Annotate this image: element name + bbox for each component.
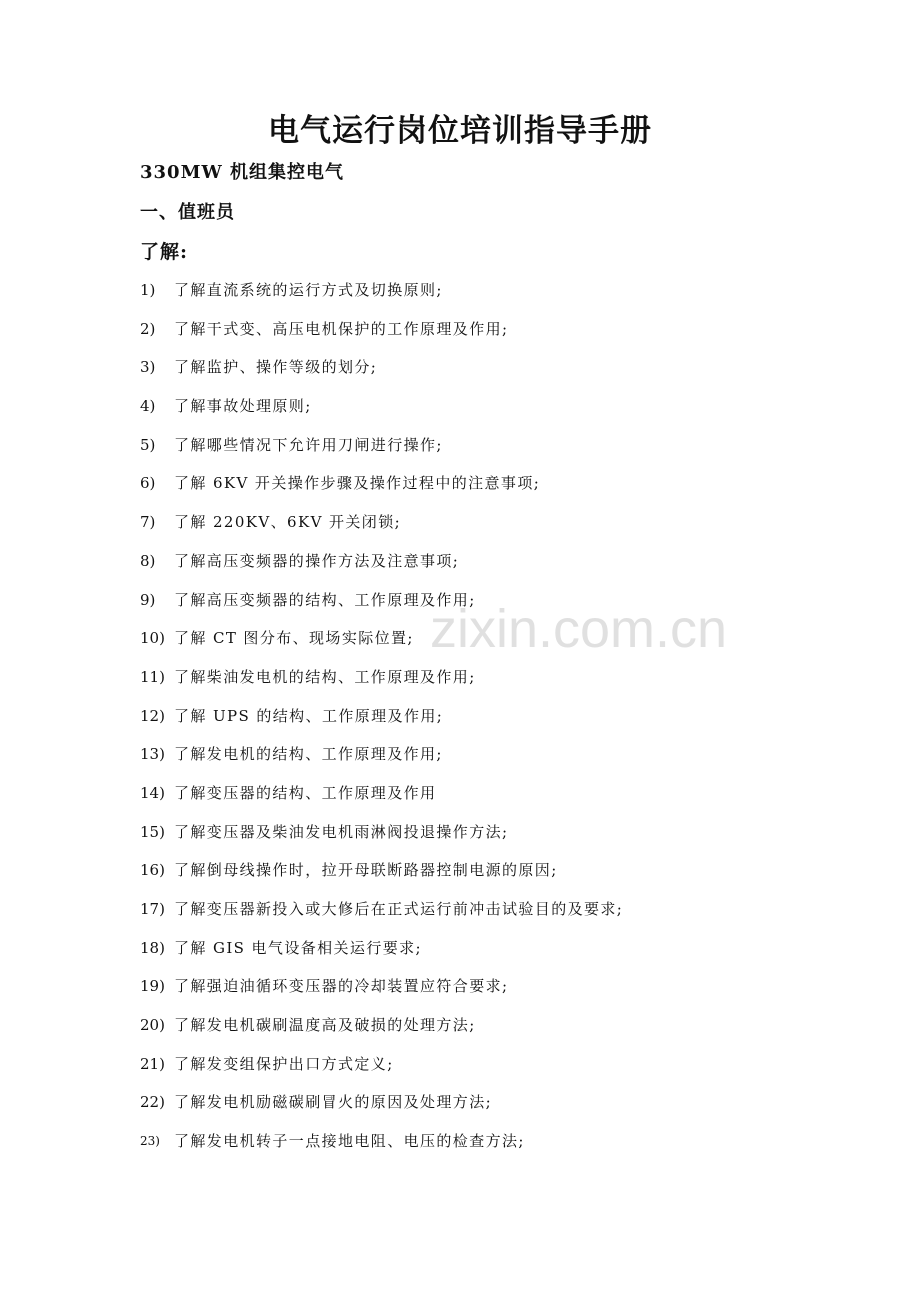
item-number: 6): [140, 474, 156, 493]
item-text: 了解 UPS 的结构、工作原理及作用;: [174, 706, 444, 725]
list-item: [140, 741, 760, 780]
list-item: [140, 780, 760, 819]
item-text: 了解高压变频器的操作方法及注意事项;: [174, 551, 460, 570]
list-item: [140, 1128, 760, 1167]
list-item: [140, 509, 760, 548]
item-text: 了解柴油发电机的结构、工作原理及作用;: [174, 667, 476, 686]
item-number: 1): [140, 281, 156, 299]
document-title: 电气运行岗位培训指导手册: [268, 113, 652, 149]
item-text: 了解变压器的结构、工作原理及作用: [174, 783, 437, 802]
list-item: [140, 703, 760, 742]
item-number: 21): [140, 1054, 165, 1073]
item-number: 18): [140, 938, 165, 957]
item-number: 15): [140, 822, 165, 841]
item-number: 4): [140, 397, 156, 416]
item-text: 了解变压器及柴油发电机雨淋阀投退操作方法;: [174, 822, 509, 841]
list-item: [140, 896, 760, 935]
item-number: 13): [140, 745, 165, 764]
item-number: 10): [140, 629, 165, 648]
list-item: [140, 432, 760, 471]
item-number: 14): [140, 783, 165, 802]
watermark: zixin.com.cn: [430, 599, 728, 659]
list-item: [140, 935, 760, 974]
item-number: 16): [140, 861, 165, 880]
item-text: 了解哪些情况下允许用刀闸进行操作;: [174, 435, 443, 454]
requirement-list: [140, 277, 760, 1167]
list-item: [140, 354, 760, 393]
list-item: [140, 393, 760, 432]
item-text: 了解 220KV、6KV 开关闭锁;: [174, 513, 402, 532]
item-number: 17): [140, 900, 165, 918]
item-text: 了解直流系统的运行方式及切换原则;: [174, 281, 443, 299]
item-number: 22): [140, 1093, 165, 1112]
item-text: 了解发变组保护出口方式定义;: [174, 1054, 394, 1073]
list-item: [140, 316, 760, 355]
item-number: 3): [140, 358, 156, 377]
item-text: 了解发电机励磁碳刷冒火的原因及处理方法;: [174, 1093, 493, 1112]
role-heading: 一、值班员: [140, 202, 235, 223]
item-text: 了解监护、操作等级的划分;: [174, 358, 378, 377]
list-item: [140, 819, 760, 858]
item-number: 12): [140, 706, 165, 725]
item-number: 20): [140, 1016, 165, 1035]
list-item: [140, 1089, 760, 1128]
understand-heading: 了解:: [140, 241, 189, 263]
list-item: [140, 973, 760, 1012]
item-number: 23): [140, 1134, 160, 1149]
item-text: 了解强迫油循环变压器的冷却装置应符合要求;: [174, 977, 509, 996]
list-item: [140, 470, 760, 509]
item-text: 了解发电机的结构、工作原理及作用;: [174, 745, 443, 764]
item-number: 5): [140, 435, 156, 454]
item-number: 7): [140, 513, 156, 532]
item-text: 了解 CT 图分布、现场实际位置;: [174, 629, 414, 648]
list-item: [140, 1012, 760, 1051]
list-item: [140, 587, 760, 626]
list-item: [140, 664, 760, 703]
item-number: 2): [140, 319, 156, 338]
item-number: 19): [140, 977, 165, 996]
list-item: [140, 1051, 760, 1090]
item-number: 8): [140, 551, 156, 570]
item-number: 11): [140, 667, 165, 686]
item-text: 了解事故处理原则;: [174, 397, 312, 416]
list-item: [140, 548, 760, 587]
item-text: 了解高压变频器的结构、工作原理及作用;: [174, 590, 476, 609]
item-text: 了解 GIS 电气设备相关运行要求;: [174, 938, 422, 957]
list-item: [140, 857, 760, 896]
item-text: 了解倒母线操作时，拉开母联断路器控制电源的原因;: [174, 861, 558, 880]
item-text: 了解发电机碳刷温度高及破损的处理方法;: [174, 1016, 476, 1035]
list-item: [140, 277, 760, 316]
item-text: 了解变压器新投入或大修后在正式运行前冲击试验目的及要求;: [174, 900, 624, 918]
item-number: 9): [140, 590, 156, 609]
item-text: 了解发电机转子一点接地电阻、电压的检查方法;: [174, 1132, 525, 1151]
list-item: [140, 625, 760, 664]
item-text: 了解 6KV 开关操作步骤及操作过程中的注意事项;: [174, 474, 541, 493]
item-text: 了解干式变、高压电机保护的工作原理及作用;: [174, 319, 509, 338]
unit-subtitle: 330MW 机组集控电气: [140, 162, 344, 183]
